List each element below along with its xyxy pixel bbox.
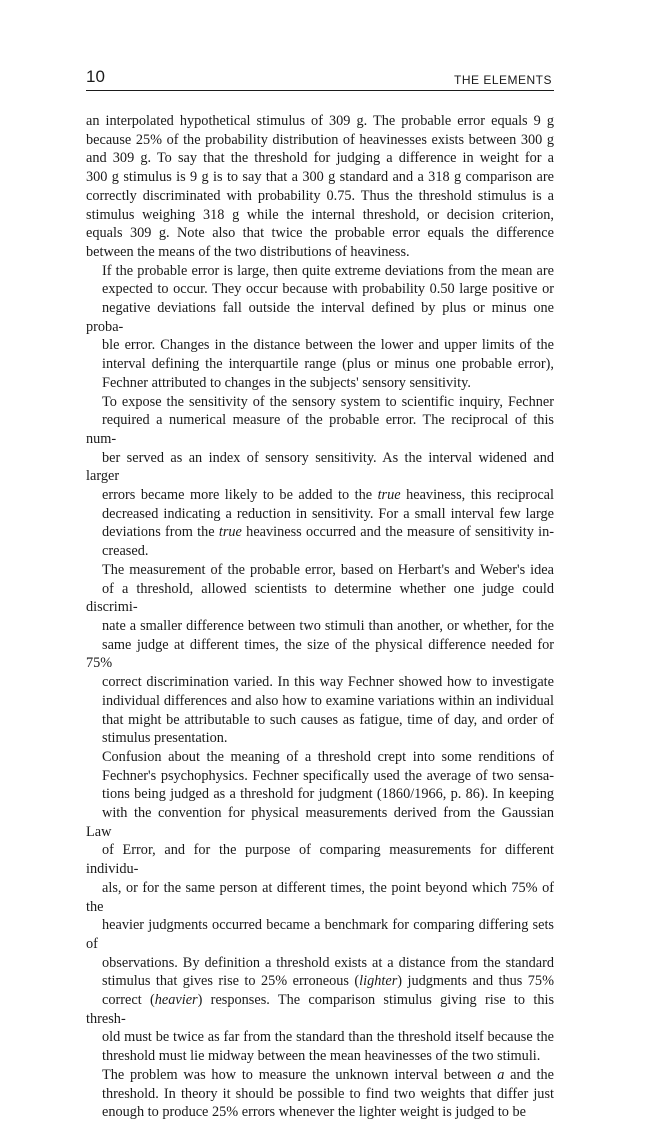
text-line: threshold. In theory it should be possible to find two weights that differ just — [102, 1085, 554, 1102]
text-line: stimulus weighing 318 g while the internal threshold, or decision criterion, — [86, 206, 554, 223]
text-line: with the convention for physical measurements derived from the Gaussian Law — [86, 805, 554, 840]
text-line: same judge at different times, the size of the physical difference needed for 75% — [86, 636, 554, 672]
paragraph — [86, 393, 554, 561]
text-line: required a numerical measure of the probable error. The reciprocal of this num- — [86, 412, 554, 447]
text-line: correct discrimination varied. In this way Fechner showed how to investigate — [102, 674, 554, 691]
text-line: correct (heavier) responses. The comparison stimulus giving rise to this thresh- — [86, 992, 555, 1027]
text-line: heavier judgments occurred became a benchmark for comparing differing sets of — [86, 917, 554, 952]
paragraph — [86, 1066, 554, 1122]
text-line: because 25% of the probability distribution of heavinesses exists between 300 g — [86, 131, 554, 148]
text-line: stimulus presentation. — [102, 730, 228, 747]
text-line: threshold must lie midway between the mean heavinesses of the two stimuli. — [102, 1048, 541, 1065]
text-line: decreased indicating a reduction in sensitivity. For a small interval few large — [102, 505, 554, 522]
text-line: and 309 g. To say that the threshold for judging a difference in weight for a — [86, 150, 554, 167]
text-line: The measurement of the probable error, based on Herbart's and Weber's idea — [102, 561, 554, 578]
text-line: individual differences and also how to examine variations within an individual — [102, 692, 554, 709]
text-line: expected to occur. They occur because with probability 0.50 large positive or — [102, 281, 554, 298]
text-line: deviations from the true heaviness occurred and the measure of sensitivity in- — [102, 524, 554, 541]
paragraph — [86, 262, 554, 393]
text-line: equals 309 g. Note also that twice the probable error equals the difference — [86, 225, 554, 242]
text-line: of Error, and for the purpose of comparing measurements for different individu- — [86, 842, 554, 878]
text-line: correctly discriminated with probability 0.75. Thus the threshold stimulus is a — [86, 187, 554, 204]
text-line: enough to produce 25% errors whenever the lighter weight is judged to be — [102, 1104, 527, 1121]
text-line: observations. By definition a threshold exists at a distance from the standard — [102, 954, 554, 971]
body-text — [86, 112, 554, 1122]
page-header — [86, 68, 554, 91]
paragraph — [86, 561, 554, 748]
text-line: between the means of the two distributions of heaviness. — [86, 243, 410, 260]
page-number: 10 — [86, 67, 105, 86]
running-head: THE ELEMENTS — [453, 73, 552, 87]
text-line: that might be attributable to such causes as fatigue, time of day, and order of — [102, 711, 554, 728]
text-line: ber served as an index of sensory sensitivity. As the interval widened and larger — [86, 449, 554, 485]
text-line: of a threshold, allowed scientists to determine whether one judge could discrimi- — [86, 580, 554, 616]
text-line: Fechner's psychophysics. Fechner specifically used the average of two sensa- — [102, 767, 554, 784]
paragraph — [86, 748, 554, 1066]
text-line: Fechner attributed to changes in the subjects' sensory sensitivity. — [102, 374, 471, 391]
text-line: ble error. Changes in the distance between the lower and upper limits of the — [102, 337, 554, 354]
text-line: Confusion about the meaning of a threshold crept into some renditions of — [102, 748, 554, 765]
text-line: creased. — [102, 543, 149, 560]
text-line: To expose the sensitivity of the sensory system to scientific inquiry, Fechner — [102, 393, 554, 410]
text-line: interval defining the interquartile range (plus or minus one probable error), — [102, 356, 554, 373]
text-line: negative deviations fall outside the interval defined by plus or minus one proba- — [86, 300, 554, 335]
paragraph — [86, 112, 554, 262]
text-line: tions being judged as a threshold for judgment (1860/1966, p. 86). In keeping — [102, 786, 554, 803]
text-line: If the probable error is large, then quite extreme deviations from the mean are — [102, 262, 554, 279]
text-line: The problem was how to measure the unknown interval between a and the — [102, 1066, 554, 1083]
text-line: old must be twice as far from the standard than the threshold itself because the — [102, 1029, 554, 1046]
text-line: an interpolated hypothetical stimulus of 309 g. The probable error equals 9 g — [86, 113, 554, 129]
text-line: nate a smaller difference between two stimuli than another, or whether, for the — [102, 617, 554, 634]
text-line: stimulus that gives rise to 25% erroneous (lighter) judgments and thus 75% — [102, 973, 554, 990]
text-line: errors became more likely to be added to the true heaviness, this reciprocal — [102, 487, 555, 504]
text-line: 300 g stimulus is 9 g is to say that a 300 g standard and a 318 g comparison are — [86, 169, 554, 186]
text-line: als, or for the same person at different times, the point beyond which 75% of the — [86, 879, 554, 915]
